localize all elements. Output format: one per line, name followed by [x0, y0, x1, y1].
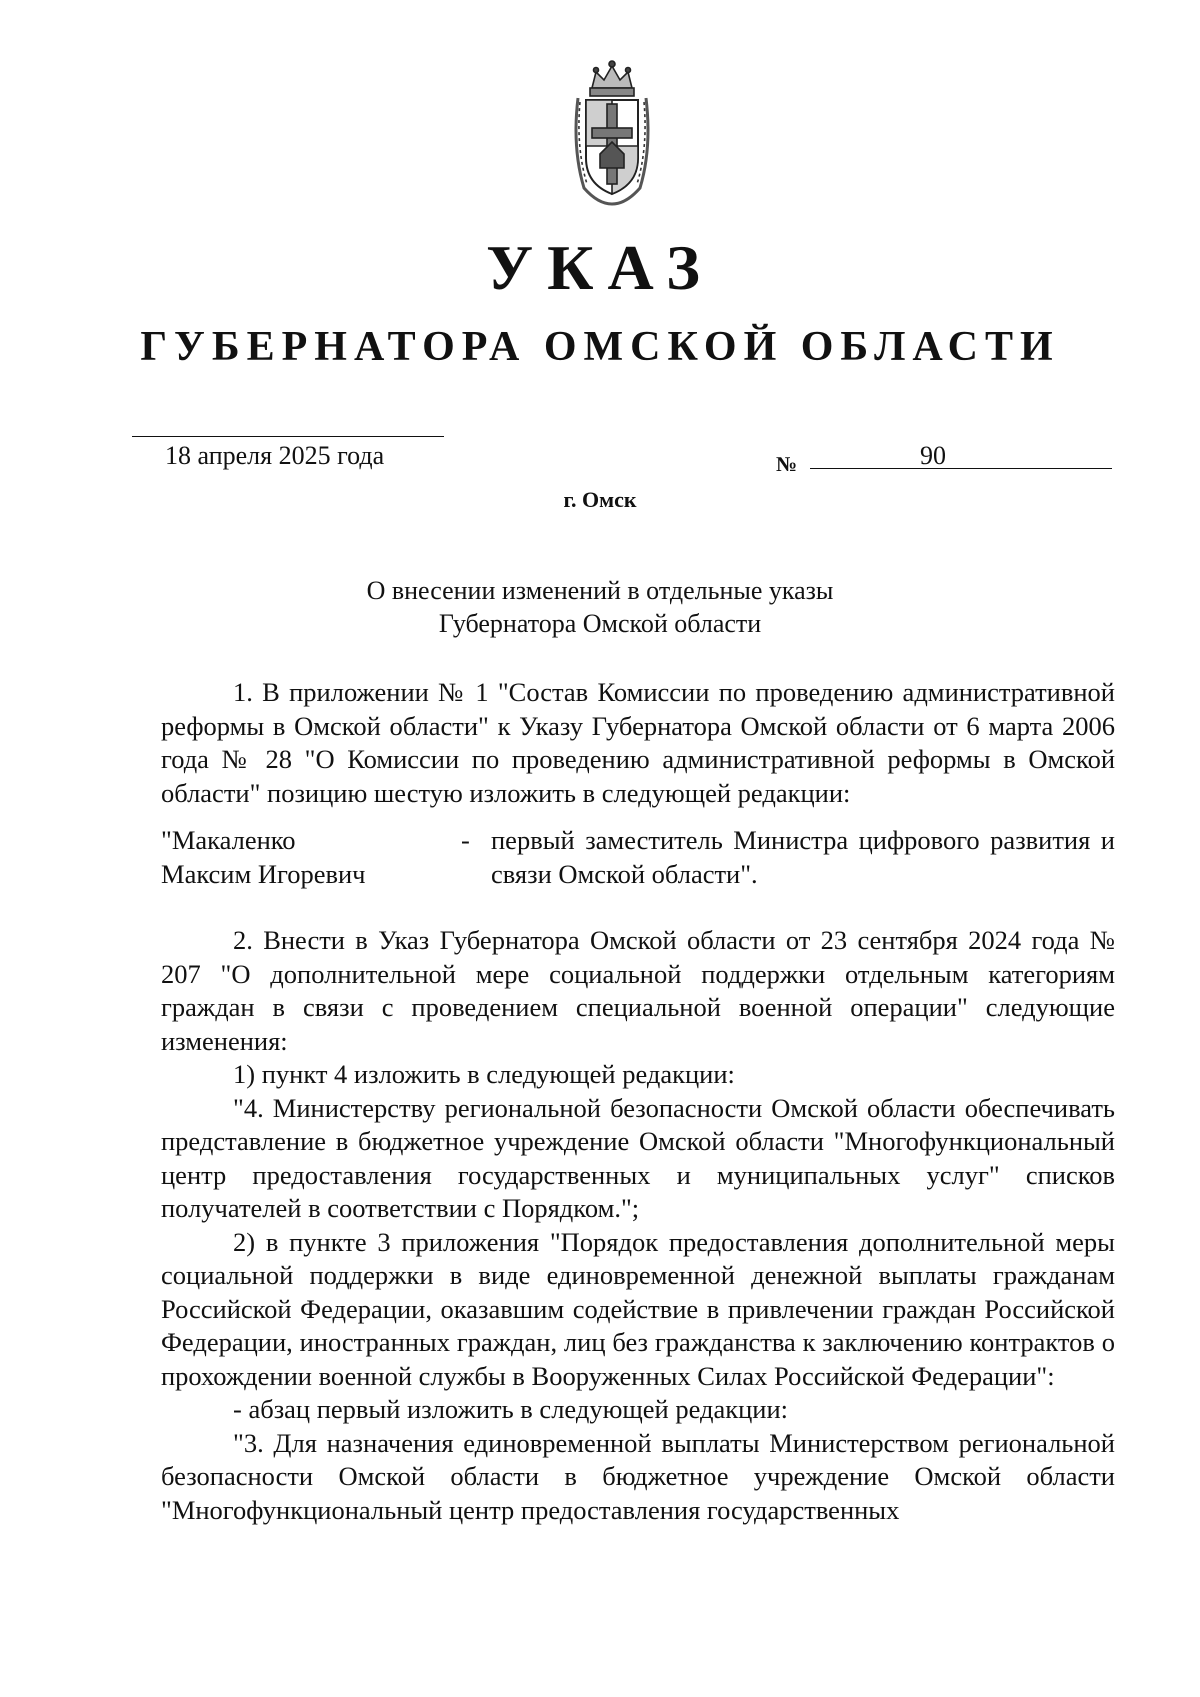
date-underline — [132, 436, 444, 437]
person-dash: - — [461, 825, 470, 855]
number-underline — [810, 468, 1112, 469]
paragraph-7: "3. Для назначения единовременной выплаты Министерством региональной безопасности Омской области в бюджетное учреждение Омской области "Многофункциональный центр предоставления государственных — [161, 1427, 1115, 1525]
paragraph-1: 1. В приложении № 1 "Состав Комиссии по проведению административной реформы в Омской области" к Указу Губернатора Омской области от 6 марта 2006 года № 28 "О Комиссии по проведению административной реформы в Омской области" позицию шестую изложить в следующей редакции: — [161, 677, 1115, 808]
document-body — [161, 676, 1115, 1527]
document-heading — [0, 574, 1200, 640]
document-title: УКАЗ — [486, 232, 714, 303]
paragraph-3: 1) пункт 4 изложить в следующей редакции: — [233, 1059, 735, 1089]
paragraph-2: 2. Внести в Указ Губернатора Омской области от 23 сентября 2024 года № 207 "О дополнительной мере социальной поддержки отдельным категориям граждан в связи с проведением специальной военной операции" следующие изменения: — [161, 925, 1115, 1056]
coat-of-arms-emblem — [570, 58, 654, 206]
number-label: № — [776, 452, 798, 476]
person-given-names: Максим Игоревич — [161, 858, 366, 889]
paragraph-4: "4. Министерству региональной безопасности Омской области обеспечивать представление в бюджетное учреждение Омской области "Многофункциональный центр предоставления государственных и муниципальных услуг" списков получателей в соответствии с Порядком."; — [161, 1092, 1115, 1223]
person-surname: "Макаленко — [161, 825, 296, 855]
person-name — [161, 824, 461, 891]
document-date: 18 апреля 2025 года — [165, 441, 385, 470]
paragraph-5: 2) в пункте 3 приложения "Порядок предоставления дополнительной меры социальной поддержки в виде единовременной денежной выплаты гражданам Российской Федерации, оказавшим содействие в привлечении граждан Российской Федерации, иностранных граждан, лиц без гражданства к заключению контрактов о прохождении военной службы в Вооруженных Силах Российской Федерации": — [161, 1226, 1115, 1391]
document-issuer: ГУБЕРНАТОРА ОМСКОЙ ОБЛАСТИ — [140, 324, 1060, 370]
person-position: первый заместитель Министра цифрового развития и связи Омской области". — [491, 825, 1115, 889]
paragraph-6: - абзац первый изложить в следующей редакции: — [233, 1394, 789, 1424]
heading-line-2: Губернатора Омской области — [438, 609, 762, 638]
person-entry — [161, 824, 1115, 891]
heading-line-1: О внесении изменений в отдельные указы — [366, 576, 834, 605]
document-number: 90 — [920, 441, 946, 470]
document-city: г. Омск — [563, 487, 637, 512]
